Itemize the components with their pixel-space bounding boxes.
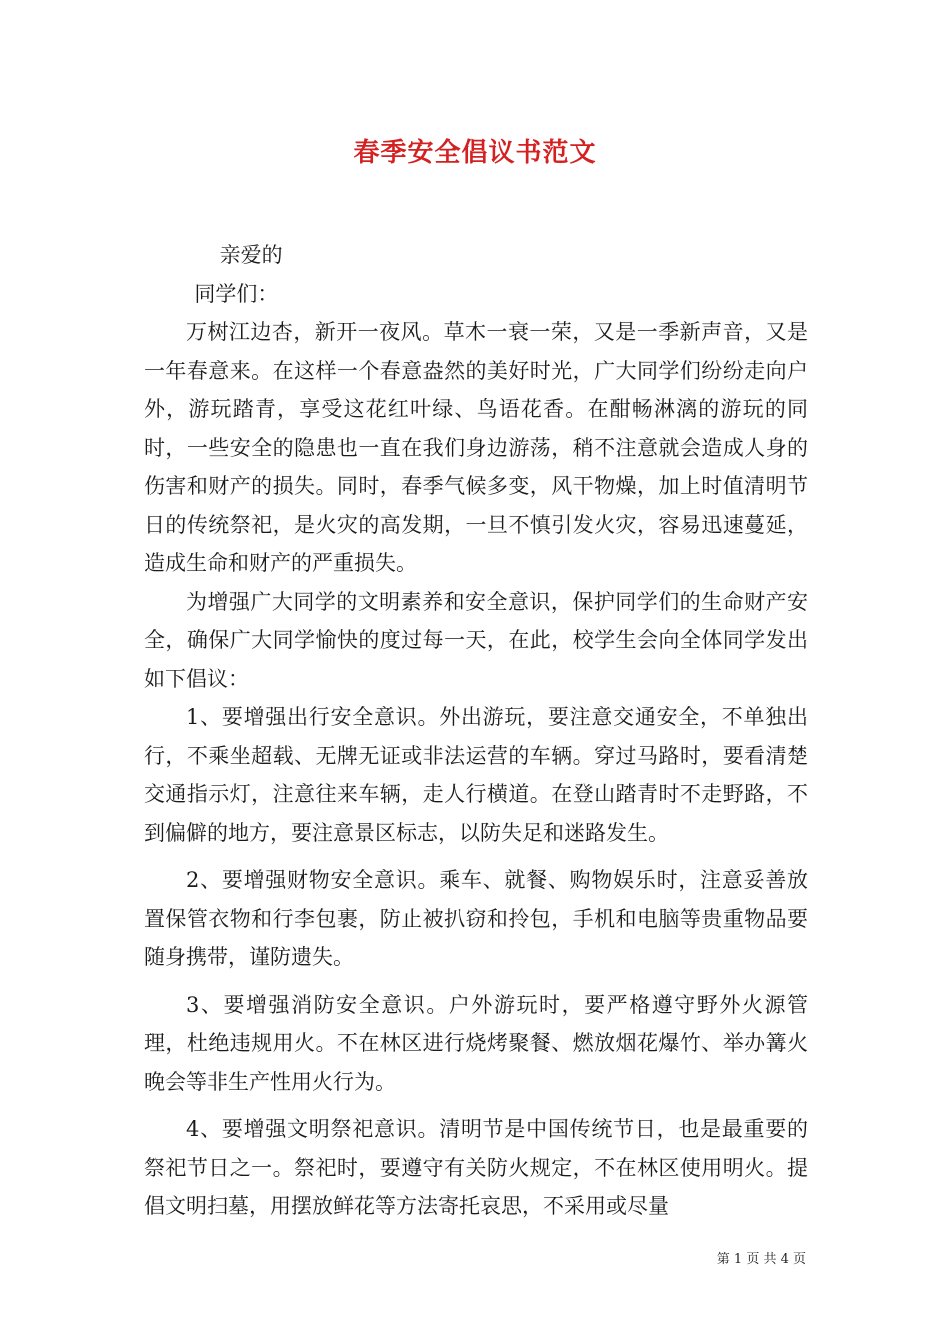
paragraph-proposal: 为增强广大同学的文明素养和安全意识，保护同学们的生命财产安全，确保广大同学愉快的度过每一天，在此，校学生会向全体同学发出如下倡议： [144,589,808,691]
paragraph-item-2: 2、要增强财物安全意识。乘车、就餐、购物娱乐时，注意妥善放置保管衣物和行李包裹，防止被扒窃和拎包，手机和电脑等贵重物品要随身携带，谨防遗失。 [144,868,808,969]
salutation-line-2: 同学们： [194,281,279,306]
document-body [144,236,808,1226]
paragraph-item-1: 1、要增强出行安全意识。外出游玩，要注意交通安全，不单独出行，不乘坐超载、无牌无证或非法运营的车辆。穿过马路时，要看清楚交通指示灯，注意往来车辆，走人行横道。在登山踏青时不走野路，不到偏僻的地方，要注意景区标志，以防失足和迷路发生。 [144,705,808,845]
paragraph-item-4: 4、要增强文明祭祀意识。清明节是中国传统节日，也是最重要的祭祀节日之一。祭祀时，要遵守有关防火规定，不在林区使用明火。提倡文明扫墓，用摆放鲜花等方法寄托哀思，不采用或尽量 [144,1117,808,1218]
paragraph-item-3: 3、要增强消防安全意识。户外游玩时，要严格遵守野外火源管理，杜绝违规用火。不在林区进行烧烤聚餐、燃放烟花爆竹、举办篝火晚会等非生产性用火行为。 [144,992,808,1094]
page-number-footer: 第 1 页 共 4 页 [716,1252,806,1267]
salutation-line-1: 亲爱的 [219,243,283,267]
document-title: 春季安全倡议书范文 [353,138,597,168]
paragraph-intro: 万树江边杏，新开一夜风。草木一衰一荣，又是一季新声音，又是一年春意来。在这样一个春意盎然的美好时光，广大同学们纷纷走向户外，游玩踏青，享受这花红叶绿、鸟语花香。在酣畅淋漓的游玩的同时，一些安全的隐患也一直在我们身边游荡，稍不注意就会造成人身的伤害和财产的损失。同时，春季气候多变，风干物燥，加上时值清明节日的传统祭祀，是火灾的高发期，一旦不慎引发火灾，容易迅速蔓延，造成生命和财产的严重损失。 [144,320,808,575]
